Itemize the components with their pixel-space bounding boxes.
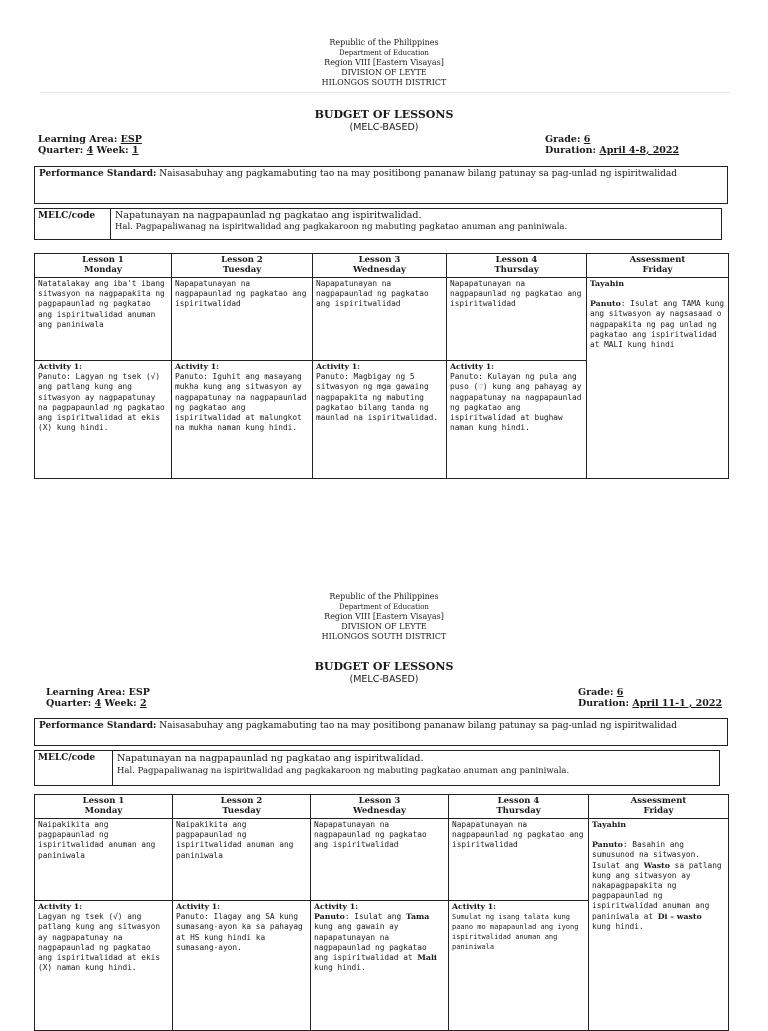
col-day: Tuesday (222, 806, 261, 816)
week-value: 2 (139, 698, 147, 709)
learning-area-label: Learning Area: (46, 687, 126, 698)
col-lesson-2 (172, 254, 313, 278)
col-lesson-4 (449, 795, 589, 819)
week-label: Week: (104, 698, 137, 709)
col-day: Tuesday (222, 265, 262, 275)
page-subtitle: (MELC-BASED) (349, 122, 419, 133)
objectives-row (35, 278, 729, 361)
col-day: Wednesday (353, 806, 406, 816)
activity-panuto-label: Panuto (314, 912, 345, 922)
week-value: 1 (131, 145, 139, 156)
grade-label: Grade: (545, 134, 581, 145)
header-division: DIVISION OF LEYTE (341, 622, 427, 631)
activity-cell (449, 901, 589, 1031)
col-day: Friday (643, 806, 674, 816)
col-title: Lesson 3 (358, 796, 401, 806)
performance-standard-label: Performance Standard: (39, 721, 157, 731)
activity-text: Sumulat ng isang talata kung paano mo mapapaunlad ang iyong ispiritwalidad anuman ang paniniwala (452, 913, 579, 952)
page-title: BUDGET OF LESSONS (314, 660, 454, 673)
header-republic: Republic of the Philippines (329, 38, 439, 47)
duration-label: Duration: (545, 145, 597, 156)
assessment-text: : Isulat ang TAMA kung ang sitwasyon ay nagsasaad o nagpapakita ng pag unlad ng pagkatao ang ispiritwalidad at MALI kung hindi (590, 299, 725, 350)
activity-cell (313, 361, 447, 479)
activity-label: Activity 1: (452, 902, 497, 911)
objective-cell: Napapatunayan na nagpapaunlad ng pagkatao ang ispiritwalidad (172, 278, 313, 361)
melc-box (34, 750, 720, 786)
col-lesson-1 (35, 254, 172, 278)
activity-text-part: : Isulat ang (344, 912, 406, 922)
activity-text: Panuto: Lagyan ng tsek (√) ang patlang kung ang sitwasyon ay nagpapatunay na pagpapaunlad ng pagkatao ang ispiritwalidad at ekis (X) kung hindi. (38, 372, 165, 433)
header-district: HILONGOS SOUTH DISTRICT (321, 78, 447, 87)
col-day: Thursday (496, 806, 541, 816)
lesson-table-header (35, 795, 729, 819)
header-region: Region VIII [Eastern Visayas] (324, 612, 444, 621)
lesson-table (34, 253, 729, 479)
quarter-week (38, 145, 139, 156)
grade (545, 134, 590, 145)
header-region: Region VIII [Eastern Visayas] (324, 58, 444, 67)
assessment-text: kung hindi. (592, 921, 644, 931)
activity-text-part: kung hindi. (314, 963, 366, 973)
school-header (0, 592, 768, 642)
learning-area (46, 687, 150, 698)
activity-label: Activity 1: (316, 362, 361, 371)
grade (578, 687, 623, 698)
objective-cell: Naipakikita ang pagpapaunlad ng ispiritwalidad anuman ang paniniwala (173, 819, 311, 901)
objective-cell: Naipakikita ang pagpapaunlad ng ispiritwalidad anuman ang paniniwala (35, 819, 173, 901)
melc-label: MELC/code (35, 751, 113, 785)
activity-text: Panuto: Magbigay ng 5 sitwasyon ng mga gawaing nagpapakita ng mabuting pagkatao bilang tanda ng maunlad na ispiritwalidad. (316, 372, 439, 423)
assessment-cell (589, 819, 729, 1031)
activity-mali: Mali (417, 953, 437, 963)
activity-cell (172, 361, 313, 479)
melc-line-2: Hal. Pagpapaliwanag na ispiritwalidad ang pagkakaroon ng mabuting pagkatao anuman ang paniniwala. (115, 222, 568, 232)
col-assessment (587, 254, 729, 278)
col-day: Monday (84, 265, 122, 275)
activity-cell (173, 901, 311, 1031)
objective-cell: Napapatunayan na nagpapaunlad ng pagkatao ang ispiritwalidad (311, 819, 449, 901)
learning-area-label: Learning Area: (38, 134, 118, 145)
assessment-instructions (592, 840, 725, 932)
performance-standard-text: Naisasabuhay ang pagkamabuting tao na may positibong pananaw bilang patunay sa pag-unlad ng ispiritwalidad (159, 169, 678, 179)
assessment-cell (587, 278, 729, 479)
activity-text (314, 912, 445, 973)
melc-label: MELC/code (35, 209, 111, 239)
grade-value: 6 (583, 134, 591, 145)
col-day: Friday (642, 265, 673, 275)
col-title: Lesson 2 (220, 796, 263, 806)
melc-line-1: Napatunayan na nagpapaunlad ng pagkatao ang ispiritwalidad. (115, 210, 422, 221)
lesson-sheet-2 (0, 592, 768, 973)
learning-area (38, 134, 142, 145)
grade-label: Grade: (578, 687, 614, 698)
col-lesson-4 (447, 254, 587, 278)
col-title: Assessment (629, 255, 686, 265)
assessment-text: : Basahin ang sumusunod na sitwasyon. Isulat ang (592, 840, 700, 870)
col-day: Thursday (494, 265, 539, 275)
col-day: Monday (84, 806, 123, 816)
duration-value: April 4-8, 2022 (599, 145, 680, 156)
duration (545, 145, 679, 156)
quarter-week (46, 698, 147, 709)
school-header (0, 38, 768, 88)
learning-area-value: ESP (128, 687, 150, 698)
col-title: Lesson 1 (82, 255, 124, 265)
objective-cell: Napapatunayan na nagpapaunlad ng pagkatao ang ispiritwalidad (447, 278, 587, 361)
page-title: BUDGET OF LESSONS (314, 108, 454, 121)
activity-text: Panuto: Kulayan ng pula ang puso (♡) kung ang pahayag ay nagpapatunay na nagpapaunlad ng pagkatao ang ispiritwalidad at bughaw naman kung hindi. (450, 372, 582, 433)
quarter-value: 4 (86, 145, 94, 156)
col-title: Lesson 4 (495, 255, 538, 265)
lesson-table-header (35, 254, 729, 278)
activity-text: Panuto: Ilagay ang SA kung sumasang-ayon ka sa pahayag at HS kung hindi ka sumasang-ayon. (176, 912, 303, 952)
activity-label: Activity 1: (176, 902, 221, 911)
col-lesson-3 (313, 254, 447, 278)
duration (578, 698, 722, 709)
assessment-title: Tayahin (590, 279, 624, 288)
col-title: Lesson 3 (358, 255, 401, 265)
col-title: Assessment (630, 796, 687, 806)
header-deped: Department of Education (339, 49, 429, 57)
objective-cell: Napapatunayan na nagpapaunlad ng pagkatao ang ispiritwalidad (313, 278, 447, 361)
activity-label: Activity 1: (38, 902, 83, 911)
assessment-title: Tayahin (592, 820, 626, 829)
header-district: HILONGOS SOUTH DISTRICT (321, 632, 447, 641)
lesson-sheet-1 (0, 38, 768, 433)
performance-standard-text: Naisasabuhay ang pagkamabuting tao na may positibong pananaw bilang patunay sa pag-unlad ng ispiritwalidad (159, 721, 678, 731)
quarter-label: Quarter: (38, 145, 84, 156)
objectives-row (35, 819, 729, 901)
assessment-text: sa patlang kung ang sitwasyon ay nakapagpapakita ng pagpapaunlad ng ispiritwalidad anuman ang paniniwala at (592, 860, 722, 921)
page-subtitle: (MELC-BASED) (349, 674, 419, 685)
activity-cell (35, 361, 172, 479)
col-title: Lesson 1 (82, 796, 125, 806)
objective-cell: Napapatunayan na nagpapaunlad ng pagkatao ang ispiritwalidad (449, 819, 589, 901)
activity-tama: Tama (405, 912, 430, 922)
assessment-wasto: Wasto (643, 860, 670, 870)
assessment-di-wasto: Di – wasto (657, 911, 702, 921)
col-lesson-3 (311, 795, 449, 819)
learning-area-value: ESP (120, 134, 142, 145)
melc-line-1: Napatunayan na nagpapaunlad ng pagkatao ang ispiritwalidad. (117, 753, 424, 764)
assessment-panuto-label: Panuto (590, 299, 621, 309)
quarter-label: Quarter: (46, 698, 92, 709)
duration-value: April 11-1 , 2022 (632, 698, 723, 709)
objective-cell: Natatalakay ang iba't ibang sitwasyon na nagpapakita ng pagpapaunlad ng pagkatao ang ispiritwalidad anuman ang paniniwala (35, 278, 172, 361)
activity-text: Panuto: Iguhit ang masayang mukha kung ang sitwasyon ay nagpapatunay na nagpapaunlad ng pagkatao ang ispiritwalidad at malungkot na mukha naman kung hindi. (175, 372, 307, 433)
performance-standard-box (34, 166, 728, 204)
week-label: Week: (96, 145, 129, 156)
activity-cell (311, 901, 449, 1031)
activity-text: Lagyan ng tsek (√) ang patlang kung ang sitwasyon ay nagpapatunay na nagpapaunlad ng pagkatao ang ispiritwalidad at ekis (X) naman kung hindi. (38, 912, 161, 973)
header-deped: Department of Education (339, 603, 429, 611)
activity-cell (447, 361, 587, 479)
melc-line-2: Hal. Pagpapaliwanag na ispiritwalidad ang pagkakaroon ng mabuting pagkatao anuman ang paniniwala. (117, 766, 570, 776)
col-assessment (589, 795, 729, 819)
col-lesson-2 (173, 795, 311, 819)
quarter-value: 4 (94, 698, 102, 709)
col-title: Lesson 4 (497, 796, 540, 806)
header-divider (40, 92, 730, 93)
activity-label: Activity 1: (175, 362, 220, 371)
header-republic: Republic of the Philippines (329, 592, 439, 601)
col-lesson-1 (35, 795, 173, 819)
col-title: Lesson 2 (221, 255, 263, 265)
lesson-table (34, 794, 729, 1031)
activity-label: Activity 1: (314, 902, 359, 911)
grade-value: 6 (616, 687, 624, 698)
assessment-panuto-label: Panuto (592, 840, 623, 850)
duration-label: Duration: (578, 698, 630, 709)
col-day: Wednesday (353, 265, 406, 275)
activity-label: Activity 1: (38, 362, 83, 371)
assessment-instructions (590, 299, 725, 350)
melc-box (34, 208, 722, 240)
activity-label: Activity 1: (450, 362, 495, 371)
activity-text-part: kung ang gawain ay napapatunayan na nagpapaunlad ng pagkatao ang ispiritwalidad at (314, 922, 427, 963)
header-division: DIVISION OF LEYTE (341, 68, 427, 77)
activity-cell (35, 901, 173, 1031)
performance-standard-label: Performance Standard: (39, 169, 157, 179)
performance-standard-box (34, 718, 728, 746)
